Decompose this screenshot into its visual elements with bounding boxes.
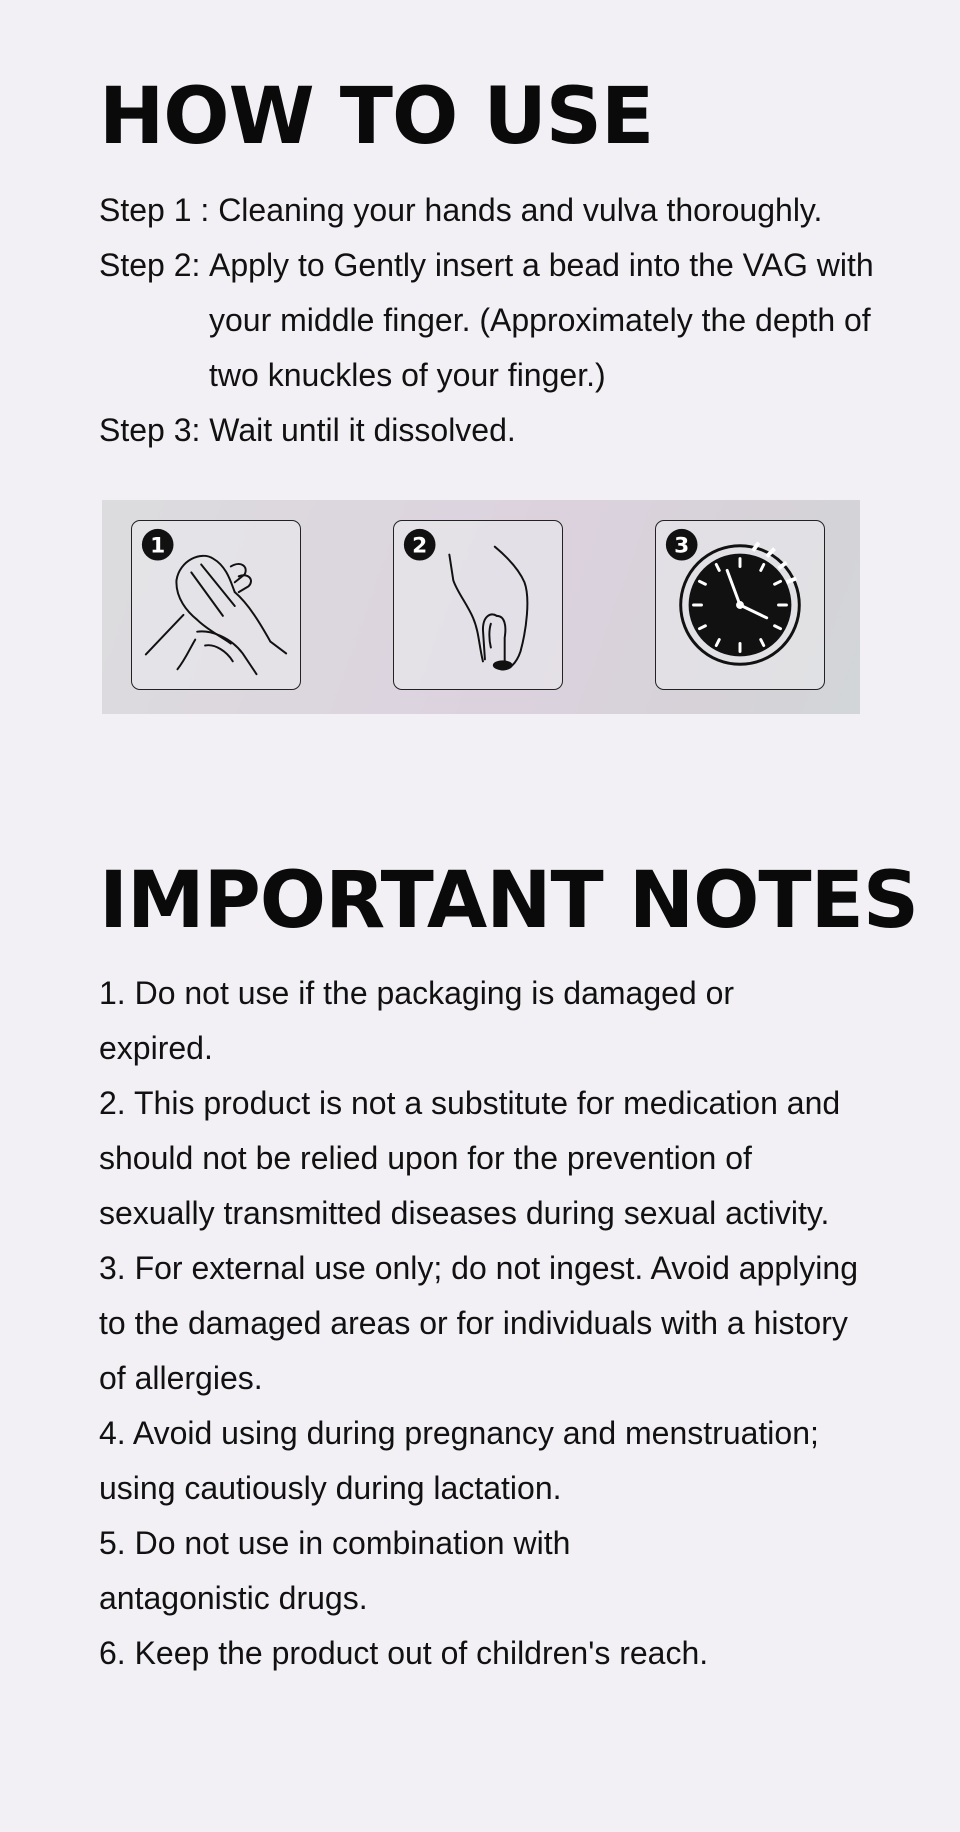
step-3 bbox=[99, 403, 879, 458]
how-to-use-title: HOW TO USE bbox=[99, 72, 654, 162]
steps-list bbox=[99, 183, 879, 458]
instruction-illustration bbox=[102, 500, 860, 714]
note-item-2: 2. This product is not a substitute for medication and should not be relied upon for the prevention of sexually transmitted diseases during sexual activity. bbox=[99, 1085, 841, 1231]
step-1-illustration bbox=[131, 520, 301, 690]
step-number: 2 bbox=[412, 533, 428, 559]
step-2-illustration bbox=[393, 520, 563, 690]
note-item-3: 3. For external use only; do not ingest. Avoid applying to the damaged areas or for individuals with a history of allergies. bbox=[99, 1250, 858, 1396]
hand-washing-icon bbox=[132, 521, 300, 689]
step-number: 3 bbox=[674, 533, 690, 559]
step-text: Cleaning your hands and vulva thoroughly. bbox=[218, 192, 823, 228]
finger-insert-icon bbox=[394, 521, 562, 689]
step-label: Step 1 : bbox=[99, 192, 219, 228]
step-number: 1 bbox=[150, 533, 166, 559]
note-item-1: 1. Do not use if the packaging is damaged or expired. bbox=[99, 975, 735, 1066]
step-2 bbox=[99, 238, 879, 403]
note-item-4: 4. Avoid using during pregnancy and menstruation; using cautiously during lactation. bbox=[99, 1415, 819, 1506]
clock-icon bbox=[656, 521, 824, 689]
note-item-5: 5. Do not use in combination with antagonistic drugs. bbox=[99, 1525, 571, 1616]
step-3-illustration bbox=[655, 520, 825, 690]
important-notes-title: IMPORTANT NOTES bbox=[99, 856, 919, 946]
notes-list bbox=[99, 966, 879, 1681]
step-text: Wait until it dissolved. bbox=[209, 412, 516, 448]
step-1 bbox=[99, 183, 879, 238]
step-label: Step 2: bbox=[99, 247, 210, 283]
note-item-6: 6. Keep the product out of children's reach. bbox=[99, 1635, 709, 1671]
step-label: Step 3: bbox=[99, 412, 210, 448]
step-text: Apply to Gently insert a bead into the VAG with your middle finger. (Approximately the depth of two knuckles of your finger.) bbox=[209, 247, 874, 393]
